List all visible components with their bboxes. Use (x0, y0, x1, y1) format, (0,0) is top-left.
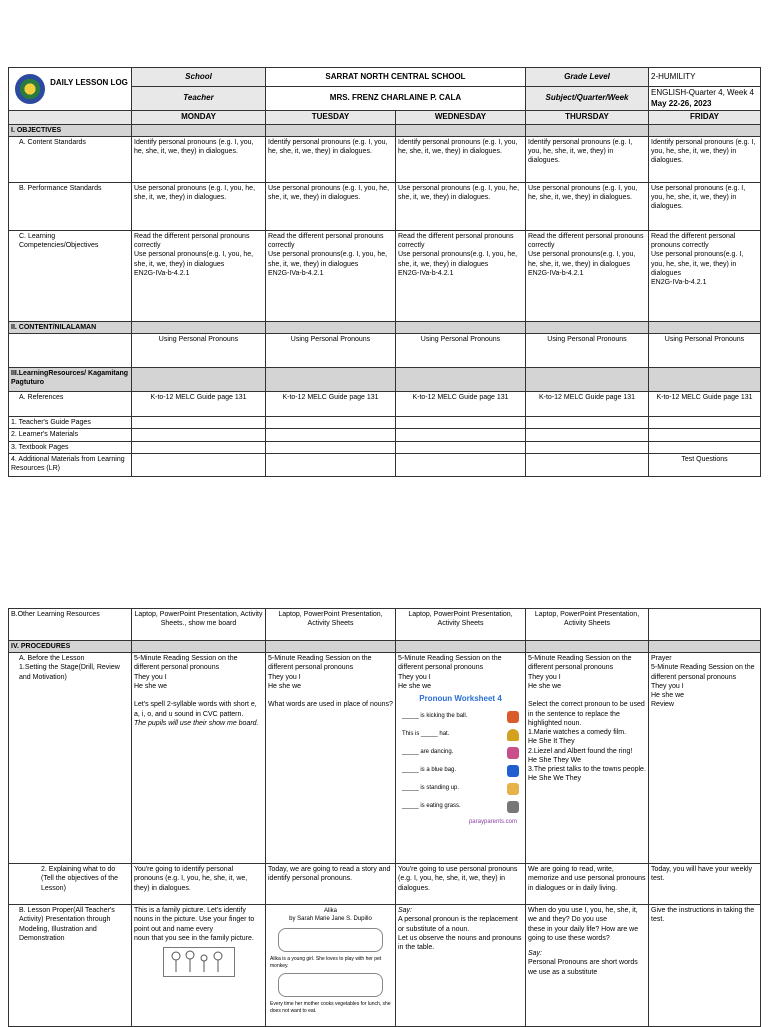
empty-cell (526, 429, 649, 441)
lesson-proper-thursday-tail: Personal Pronouns are short words we use as a substitute (528, 959, 638, 976)
say-label: Say: (398, 907, 413, 915)
competencies-label: C. Learning Competencies/Objectives (9, 230, 132, 321)
section-fill (266, 321, 396, 333)
references-label: A. References (9, 392, 132, 417)
content-thursday: Using Personal Pronouns (526, 334, 649, 368)
worksheet-line (402, 747, 519, 759)
family-picture-image (163, 947, 235, 977)
standing-girl-icon (507, 783, 519, 795)
objectives-section: I. OBJECTIVES (9, 124, 132, 136)
explaining-wednesday: You're going to use personal pronouns (e.g. I, you, he, she, it, we, they) in dialogues. (396, 864, 526, 905)
references-monday: K-to-12 MELC Guide page 131 (132, 392, 266, 417)
empty-cell (649, 441, 761, 453)
hat-icon (507, 729, 519, 741)
additional-materials-label: 4. Additional Materials from Learning Resources (LR) (9, 453, 132, 476)
story-title: Alika by Sarah Marie Jane S. Dupillo (289, 908, 372, 923)
before-lesson-monday: 5-Minute Reading Session on the different personal pronouns They you I He she we Let's spell 2-syllable words with short e, a, i, o, and u sound in CVC pattern. (134, 655, 257, 718)
lesson-proper-monday-cell (132, 905, 266, 1027)
resources-section: III.LearningResources/ Kagamitang Pagtuturo (9, 368, 132, 392)
worksheet-line (402, 711, 519, 723)
section-fill (526, 124, 649, 136)
worksheet-line-text: This is _____ hat. (402, 730, 450, 737)
story-line: Alika is a young girl. She loves to play with her pet monkey. (270, 956, 382, 969)
date-value: May 22-26, 2023 (651, 98, 712, 108)
content-standards-thursday: Identify personal pronouns (e.g. I, you, he, she, it, we, they) in dialogues. (526, 136, 649, 182)
lesson-log-header-table (8, 67, 761, 477)
empty-cell (132, 453, 266, 476)
grade-value: 2-HUMILITY (649, 68, 761, 87)
worksheet-title: Pronoun Worksheet 4 (419, 694, 502, 704)
empty-cell (396, 429, 526, 441)
section-fill (132, 124, 266, 136)
references-tuesday: K-to-12 MELC Guide page 131 (266, 392, 396, 417)
empty-cell (132, 417, 266, 429)
section-fill (396, 321, 526, 333)
section-fill (132, 368, 266, 392)
explaining-label: 2. Explaining what to do (Tell the objectives of the Lesson) (9, 864, 132, 905)
empty-cell (649, 429, 761, 441)
empty-cell (526, 417, 649, 429)
empty-cell (396, 441, 526, 453)
worksheet-footer: parayparents.com (468, 818, 517, 825)
section-fill (266, 368, 396, 392)
performance-standards-thursday: Use personal pronouns (e.g. I, you, he, she, it, we, they) in dialogues. (526, 182, 649, 230)
section-fill (396, 641, 526, 653)
lesson-proper-wednesday-cell (396, 905, 526, 1027)
goat-icon (507, 801, 519, 813)
story-illustration-image (278, 973, 383, 997)
deped-seal-logo (15, 74, 45, 104)
section-fill (526, 641, 649, 653)
lesson-proper-tuesday-cell (266, 905, 396, 1027)
lesson-proper-monday: This is a family picture. Let's identify nouns in the picture. Use your finger to point out and name every noun that you see in the family picture. (134, 907, 255, 942)
other-resources-wednesday: Laptop, PowerPoint Presentation, Activity Sheets (396, 609, 526, 641)
performance-standards-monday: Use personal pronouns (e.g. I, you, he, she, it, we, they) in dialogues. (132, 182, 266, 230)
content-wednesday: Using Personal Pronouns (396, 334, 526, 368)
performance-standards-wednesday: Use personal pronouns (e.g. I, you, he, she, it, we, they) in dialogues. (396, 182, 526, 230)
content-standards-wednesday: Identify personal pronouns (e.g. I, you, he, she, it, we, they) in dialogues. (396, 136, 526, 182)
content-label-blank (9, 334, 132, 368)
worksheet-line (402, 783, 519, 795)
empty-cell (396, 417, 526, 429)
family-sketch-icon (164, 948, 234, 976)
school-label: School (132, 68, 266, 87)
additional-materials-friday: Test Questions (649, 453, 761, 476)
content-section: II. CONTENT/NILALAMAN (9, 321, 132, 333)
content-standards-friday: Identify personal pronouns (e.g. I, you, he, she, it, we, they) in dialogues. (649, 136, 761, 182)
content-friday: Using Personal Pronouns (649, 334, 761, 368)
section-fill (266, 124, 396, 136)
content-standards-monday: Identify personal pronouns (e.g. I, you, he, she, it, we, they) in dialogues. (132, 136, 266, 182)
empty-cell (266, 429, 396, 441)
before-lesson-label: A. Before the Lesson 1.Setting the Stage(Drill, Review and Motivation) (9, 653, 132, 864)
competencies-friday: Read the different personal pronouns correctly Use personal pronouns(e.g. I, you, he, she, it, we, they) in dialogues EN2G-IVa-b-4.2.1 (649, 230, 761, 321)
story-line: Every time her mother cooks vegetables for lunch, she does not want to eat. (270, 1001, 391, 1014)
before-lesson-tuesday: 5-Minute Reading Session on the different personal pronouns They you I He she we What words are used in place of nouns? (266, 653, 396, 864)
day-friday: FRIDAY (649, 111, 761, 125)
performance-standards-label: B. Performance Standards (9, 182, 132, 230)
content-tuesday: Using Personal Pronouns (266, 334, 396, 368)
before-lesson-monday-cell (132, 653, 266, 864)
procedures-section: IV. PROCEDURES (9, 641, 132, 653)
subject-value-cell (649, 87, 761, 111)
other-resources-thursday: Laptop, PowerPoint Presentation, Activity Sheets (526, 609, 649, 641)
before-lesson-friday: Prayer 5-Minute Reading Session on the different personal pronouns They you I He she we Review (649, 653, 761, 864)
before-lesson-wednesday-cell (396, 653, 526, 864)
section-fill (526, 321, 649, 333)
worksheet-line (402, 801, 519, 813)
other-resources-label: B.Other Learning Resources (9, 609, 132, 641)
empty-cell (266, 417, 396, 429)
performance-standards-tuesday: Use personal pronouns (e.g. I, you, he, she, it, we, they) in dialogues. (266, 182, 396, 230)
grade-label: Grade Level (526, 68, 649, 87)
day-wednesday: WEDNESDAY (396, 111, 526, 125)
teacher-label: Teacher (132, 87, 266, 111)
explaining-monday: You're going to identify personal pronouns (e.g. I, you, he, she, it, we, they) in dialogues. (132, 864, 266, 905)
lesson-proper-thursday-cell (526, 905, 649, 1027)
before-lesson-thursday: 5-Minute Reading Session on the different personal pronouns They you I He she we Select the correct pronoun to be used in the sentence to replace the highlighted noun. 1.Marie watches a comedy film. He She It They 2.Liezel and Albert found the ring! He She They We 3.The priest talks to the towns people. He She We They (526, 653, 649, 864)
subject-value: ENGLISH-Quarter 4, Week 4 (651, 88, 754, 97)
competencies-wednesday: Read the different personal pronouns correctly Use personal pronouns(e.g. I, you, he, she, it, we, they) in dialogues EN2G-IVa-b-4.2.1 (396, 230, 526, 321)
lesson-proper-friday: Give the instructions in taking the test. (649, 905, 761, 1027)
section-fill (132, 321, 266, 333)
empty-cell (526, 453, 649, 476)
references-thursday: K-to-12 MELC Guide page 131 (526, 392, 649, 417)
textbook-label: 3. Textbook Pages (9, 441, 132, 453)
worksheet-line-text: _____ is kicking the ball. (402, 712, 468, 719)
before-lesson-monday-note: The pupils will use their show me board. (134, 719, 259, 727)
say-label: Say: (528, 950, 543, 958)
day-tuesday: TUESDAY (266, 111, 396, 125)
lesson-proper-thursday: When do you use I, you, he, she, it, we and they? Do you use these in your daily life? How are we going to use these words? (528, 907, 639, 942)
section-fill (132, 641, 266, 653)
section-fill (649, 321, 761, 333)
before-lesson-wednesday: 5-Minute Reading Session on the different personal pronouns They you I He she we (398, 655, 502, 690)
performance-standards-friday: Use personal pronouns (e.g. I, you, he, she, it, we, they) in dialogues. (649, 182, 761, 230)
dancers-icon (507, 747, 519, 759)
empty-cell (132, 429, 266, 441)
empty-cell (396, 453, 526, 476)
dll-title: DAILY LESSON LOG (50, 78, 128, 88)
explaining-thursday: We are going to read, write, memorize and use personal pronouns in dialogues or in daily living. (526, 864, 649, 905)
worksheet-line-text: _____ is eating grass. (402, 802, 461, 809)
header-title-cell (9, 68, 132, 111)
section-fill (266, 641, 396, 653)
section-fill (649, 368, 761, 392)
other-resources-tuesday: Laptop, PowerPoint Presentation, Activity Sheets (266, 609, 396, 641)
competencies-monday: Read the different personal pronouns correctly Use personal pronouns(e.g. I, you, he, she, it, we, they) in dialogues EN2G-IVa-b-4.2.1 (132, 230, 266, 321)
boy-kicking-icon (507, 711, 519, 723)
blue-bag-icon (507, 765, 519, 777)
content-monday: Using Personal Pronouns (132, 334, 266, 368)
lesson-proper-wednesday: A personal pronoun is the replacement or substitute of a noun. Let us observe the nouns and pronouns in the table. (398, 916, 522, 952)
content-standards-tuesday: Identify personal pronouns (e.g. I, you, he, she, it, we, they) in dialogues. (266, 136, 396, 182)
empty-cell (526, 441, 649, 453)
empty-cell (266, 441, 396, 453)
empty-cell (649, 417, 761, 429)
day-header-blank (9, 111, 132, 125)
other-resources-monday: Laptop, PowerPoint Presentation, Activity Sheets., show me board (132, 609, 266, 641)
lesson-proper-label: B. Lesson Proper(All Teacher's Activity) Presentation through Modeling, Illustration and Demonstration (9, 905, 132, 1027)
competencies-thursday: Read the different personal pronouns correctly Use personal pronouns(e.g. I, you, he, she, it, we, they) in dialogues EN2G-IVa-b-4.2.1 (526, 230, 649, 321)
teachers-guide-label: 1. Teacher's Guide Pages (9, 417, 132, 429)
worksheet-line (402, 729, 519, 741)
worksheet-line-text: _____ are dancing. (402, 748, 454, 755)
section-fill (649, 641, 761, 653)
day-thursday: THURSDAY (526, 111, 649, 125)
school-value: SARRAT NORTH CENTRAL SCHOOL (266, 68, 526, 87)
learners-materials-label: 2. Learner's Materials (9, 429, 132, 441)
competencies-tuesday: Read the different personal pronouns correctly Use personal pronouns(e.g. I, you, he, she, it, we, they) in dialogues EN2G-IVa-b-4.2.1 (266, 230, 396, 321)
section-fill (396, 368, 526, 392)
pronoun-worksheet-image (398, 694, 523, 826)
section-fill (526, 368, 649, 392)
content-standards-label: A. Content Standards (9, 136, 132, 182)
lesson-log-procedures-table (8, 608, 761, 1027)
story-illustration-image (278, 928, 383, 952)
empty-cell (132, 441, 266, 453)
worksheet-line-text: _____ is a blue bag. (402, 766, 457, 773)
subject-label: Subject/Quarter/Week (526, 87, 649, 111)
section-fill (649, 124, 761, 136)
other-resources-friday (649, 609, 761, 641)
worksheet-line-text: _____ is standing up. (402, 784, 460, 791)
day-monday: MONDAY (132, 111, 266, 125)
references-friday: K-to-12 MELC Guide page 131 (649, 392, 761, 417)
explaining-tuesday: Today, we are going to read a story and identify personal pronouns. (266, 864, 396, 905)
references-wednesday: K-to-12 MELC Guide page 131 (396, 392, 526, 417)
explaining-friday: Today, you will have your weekly test. (649, 864, 761, 905)
empty-cell (266, 453, 396, 476)
worksheet-line (402, 765, 519, 777)
teacher-value: MRS. FRENZ CHARLAINE P. CALA (266, 87, 526, 111)
section-fill (396, 124, 526, 136)
